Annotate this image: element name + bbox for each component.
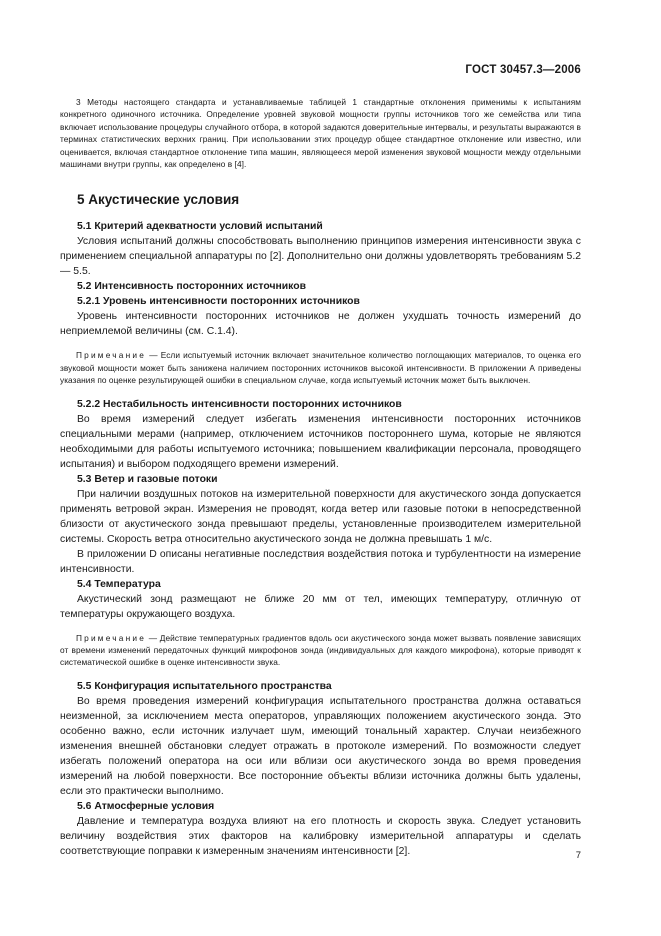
section-5-2-2-text: Во время измерений следует избегать изменения интенсивности посторонних источников специальными мерами (например, отключением источников постороннего шума, которые не являются необходимыми для работы испытуемого источника; повышением квалификации персонала, проводящего испытания) и выбором подходящего времени измерений. [60, 413, 581, 470]
page-number: 7 [575, 850, 581, 861]
section-5-3-text-2: В приложении D описаны негативные последствия воздействия потока и турбулентности на измерение интенсивности. [60, 548, 581, 575]
document-id-header: ГОСТ 30457.3—2006 [465, 64, 581, 76]
note-label: Примечание [76, 632, 147, 643]
section-5-2-1-text: Уровень интенсивности посторонних источников не должен ухудшать точность измерений до неприемлемой величины (см. С.1.4). [60, 311, 581, 338]
note-5-4 [60, 632, 581, 669]
section-5-1-title: 5.1 Критерий адекватности условий испытаний [77, 221, 323, 233]
intro-note: 3 Методы настоящего стандарта и устанавливаемые таблицей 1 стандартные отклонения применимы к испытаниям конкретного одиночного источника. Определение уровней звуковой мощности группы источников того же семейства или типа включает использование процедуры случайного отбора, в которой задаются доверительные интервалы, и результаты выражаются в терминах статистических верхних границ. При использовании этих процедур общее стандартное отклонение или известно, или оценивается, включая стандартное отклонение типа машин, являющееся мерой изменения звуковой мощности между отдельными машинами внутри группы, как определено в [4]. [60, 97, 581, 170]
section-5-6-title: 5.6 Атмосферные условия [77, 800, 215, 812]
section-5-title: 5 Акустические условия [77, 192, 240, 208]
section-5-4-title: 5.4 Температура [77, 578, 161, 590]
section-5-3-text-1: При наличии воздушных потоков на измерительной поверхности для акустического зонда допускается применять ветровой экран. Измерения не проводят, когда ветер или газовые потоки в непосредственной близости от акустического зонда превышают пределы, установленные производителем измерительной системы. Скорость ветра относительно акустического зонда не должна превышать 1 м/с. [60, 488, 581, 545]
note-text: — Действие температурных градиентов вдоль оси акустического зонда может вызвать появление зависящих от времени изменений передаточных функций микрофонов зонда (индивидуальных для каждого микрофона), которые приводят к систематической ошибке в оценке интенсивности звука. [60, 632, 581, 668]
note-label: Примечание [76, 350, 147, 361]
section-5-2-2-title: 5.2.2 Нестабильность интенсивности посторонних источников [77, 398, 402, 410]
section-5-4-text: Акустический зонд размещают не ближе 20 мм от тел, имеющих температуру, отличную от температуры окружающего воздуха. [60, 593, 581, 620]
note-5-2-1 [60, 349, 581, 386]
section-5-5-text: Во время проведения измерений конфигурация испытательного пространства должна оставаться неизменной, за исключением места операторов, управляющих положением акустического зонда. Это особенно важно, если источник излучает шум, имеющий тональный характер. Случаи неизбежного изменения внешней обстановки следует отражать в протоколе измерений. По возможности следует избегать положений оператора на оси или вблизи оси акустического зонда во время проведения измерений на любой поверхности. Все посторонние объекты вблизи источника должны быть удалены, если это практически выполнимо. [60, 695, 581, 797]
section-5-3-title: 5.3 Ветер и газовые потоки [77, 473, 218, 485]
section-5-6-text: Давление и температура воздуха влияют на его плотность и скорость звука. Следует установить величину воздействия этих факторов на калибровку измерительной аппаратуры и сделать соответствующие поправки к измеренным значениям интенсивности [2]. [60, 815, 581, 857]
note-text: — Если испытуемый источник включает значительное количество поглощающих материалов, то оценка его звуковой мощности может быть занижена наличием посторонних источников высокой интенсивности. В приложении А приведены указания по оценке результирующей ошибки в специальном случае, когда испытуемый источник может быть выключен. [60, 350, 581, 386]
section-5-1-text: Условия испытаний должны способствовать выполнению принципов измерения интенсивности звука с применением специальной аппаратуры по [2]. Дополнительно они должны удовлетворять требованиям 5.2 — 5.5. [60, 236, 581, 278]
section-5-2-title: 5.2 Интенсивность посторонних источников [77, 281, 306, 293]
section-5-2-1-title: 5.2.1 Уровень интенсивности посторонних источников [77, 296, 360, 308]
page-content [60, 96, 581, 859]
section-5-5-title: 5.5 Конфигурация испытательного пространства [77, 680, 332, 692]
